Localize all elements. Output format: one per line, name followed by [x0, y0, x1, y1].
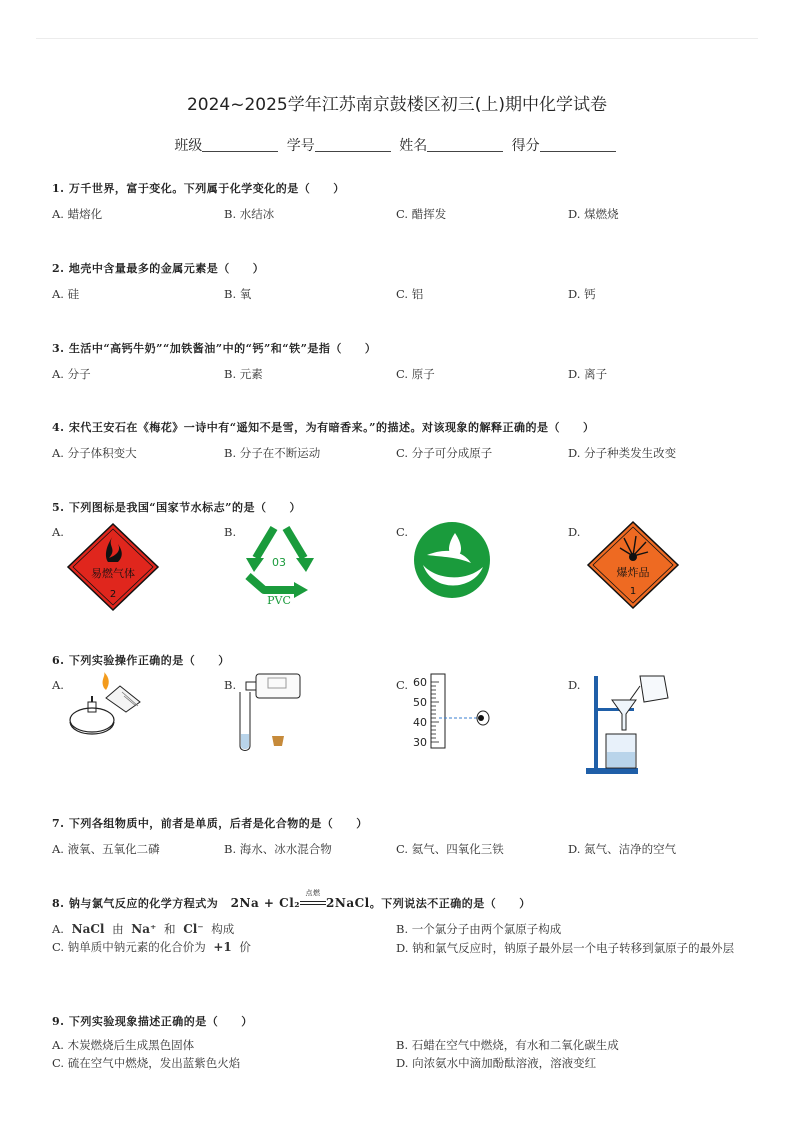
q8-option-d[interactable]: D. 钠和氯气反应时，钠原子最外层一个电子转移到氯原子的最外层	[396, 941, 735, 955]
q6-option-a[interactable]: A.	[52, 678, 64, 692]
q2-option-a[interactable]: A. 硅	[52, 287, 80, 301]
stand-rod	[594, 676, 598, 768]
flame-icon	[103, 672, 109, 690]
recycle-arrowhead-2	[296, 558, 314, 572]
q8-a-word1: 由	[112, 922, 124, 936]
lamp-neck	[88, 702, 96, 712]
class-blank[interactable]	[202, 137, 278, 152]
q1-option-a[interactable]: A. 蜡熔化	[52, 207, 103, 221]
cylinder-ticks	[431, 682, 439, 742]
q5-option-a[interactable]: A.	[52, 525, 64, 539]
number-label: 学号	[286, 138, 315, 154]
pouring-beaker	[640, 676, 668, 702]
class-label: 班级	[174, 138, 203, 154]
q9-option-d[interactable]: D. 向浓氨水中滴加酚酞溶液，溶液变红	[396, 1056, 597, 1070]
q9-option-b[interactable]: B. 石蜡在空气中燃烧，有水和二氧化碳生成	[396, 1038, 619, 1052]
q8-stem-part2: 。下列说法不正确的是（ ）	[369, 897, 531, 910]
recycle-arrow-right	[286, 528, 304, 558]
name-blank[interactable]	[427, 137, 503, 152]
bottle-mouth	[246, 682, 256, 690]
cylinder-tick-30: 30	[413, 736, 427, 749]
q8-equation-right: 2NaCl	[326, 896, 370, 910]
filtration-setup-figure[interactable]	[582, 672, 678, 776]
recycling-pvc-sign[interactable]	[234, 518, 324, 606]
q8-equation-left: 2Na + Cl₂	[230, 896, 301, 910]
question-6-stem: 6. 下列实验操作正确的是（ ）	[52, 654, 230, 667]
funnel	[612, 700, 636, 730]
bottle-stopper	[272, 736, 284, 746]
q4-option-c[interactable]: C. 分子可分成原子	[396, 446, 493, 460]
q7-option-b[interactable]: B. 海水、冰水混合物	[224, 842, 332, 856]
q6-option-d[interactable]: D.	[568, 678, 581, 692]
q1-option-d[interactable]: D. 煤燃烧	[568, 207, 619, 221]
score-label: 得分	[511, 138, 540, 154]
question-1-stem: 1. 万千世界，富于变化。下列属于化学变化的是（ ）	[52, 182, 345, 195]
recycle-arrowhead-1	[246, 558, 264, 572]
q3-option-c[interactable]: C. 原子	[396, 367, 435, 381]
second-lamp-tilted	[106, 686, 140, 712]
q8-c-valence: +1	[213, 940, 232, 954]
recycle-arrow-left	[256, 528, 274, 558]
q5-option-c[interactable]: C.	[396, 525, 409, 539]
top-divider	[36, 38, 758, 39]
q8-equation-arrow	[300, 889, 326, 905]
q3-option-d[interactable]: D. 离子	[568, 367, 608, 381]
q5-option-d[interactable]: D.	[568, 525, 581, 539]
name-label: 姓名	[399, 138, 428, 154]
explosive-label: 爆炸品	[616, 566, 650, 579]
q8-a-cl-ion: Cl⁻	[183, 922, 204, 936]
number-blank[interactable]	[315, 137, 391, 152]
q8-c-unit: 价	[239, 940, 251, 954]
q9-option-a[interactable]: A. 木炭燃烧后生成黑色固体	[52, 1038, 195, 1052]
q7-option-a[interactable]: A. 液氧、五氧化二磷	[52, 842, 160, 856]
recycle-code: 03	[272, 556, 286, 569]
q5-option-b[interactable]: B.	[224, 525, 237, 539]
q9-option-c[interactable]: C. 硫在空气中燃烧，发出蓝紫色火焰	[52, 1056, 241, 1070]
question-3-stem: 3. 生活中“高钙牛奶”“加铁酱油”中的“钙”和“铁”是指（ ）	[52, 342, 377, 355]
cylinder-tick-60: 60	[413, 676, 427, 689]
recycle-pvc-text: PVC	[267, 594, 291, 606]
eye-pupil	[478, 715, 484, 721]
score-blank[interactable]	[540, 137, 616, 152]
q6-option-c[interactable]: C.	[396, 678, 409, 692]
q2-option-c[interactable]: C. 铝	[396, 287, 424, 301]
q3-option-b[interactable]: B. 元素	[224, 367, 263, 381]
stand-base	[586, 768, 638, 774]
q4-option-a[interactable]: A. 分子体积变大	[52, 446, 137, 460]
cylinder-tick-50: 50	[413, 696, 427, 709]
question-9-stem: 9. 下列实验现象描述正确的是（ ）	[52, 1015, 253, 1028]
q8-a-na-ion: Na⁺	[131, 922, 157, 936]
flammable-gas-sign[interactable]	[66, 522, 160, 612]
question-5-stem: 5. 下列图标是我国“国家节水标志”的是（ ）	[52, 501, 301, 514]
q2-option-d[interactable]: D. 钙	[568, 287, 596, 301]
q8-equation-condition: 点燃	[305, 889, 321, 897]
question-8-stem	[52, 889, 531, 911]
q8-option-a[interactable]	[52, 921, 234, 937]
water-logo-circle	[414, 522, 490, 598]
student-info-line	[0, 135, 794, 155]
q2-option-b[interactable]: B. 氧	[224, 287, 252, 301]
water-saving-logo[interactable]	[413, 521, 491, 599]
equals-sign	[300, 901, 326, 905]
glass-rod	[630, 686, 640, 700]
q8-a-word2: 和	[164, 922, 176, 936]
page-title: 2024~2025学年江苏南京鼓楼区初三(上)期中化学试卷	[186, 95, 608, 115]
question-2-stem: 2. 地壳中含量最多的金属元素是（ ）	[52, 262, 265, 275]
q8-a-word3: 构成	[211, 922, 235, 936]
question-4-stem: 4. 宋代王安石在《梅花》一诗中有“遥知不是雪，为有暗香来。”的描述。对该现象的解释正确的是（ ）	[52, 421, 595, 434]
q4-option-b[interactable]: B. 分子在不断运动	[224, 446, 321, 460]
recycle-arrowhead-3	[294, 582, 308, 598]
recycle-arrow-bottom	[248, 576, 296, 590]
q7-option-c[interactable]: C. 氦气、四氧化三铁	[396, 842, 504, 856]
q6-option-b[interactable]: B.	[224, 678, 237, 692]
q8-option-b[interactable]: B. 一个氯分子由两个氯原子构成	[396, 922, 562, 936]
beaker-liquid	[607, 752, 635, 767]
q1-option-c[interactable]: C. 醋挥发	[396, 207, 447, 221]
explosive-sign[interactable]	[586, 520, 680, 610]
q3-option-a[interactable]: A. 分子	[52, 367, 91, 381]
flammable-label: 易燃气体	[91, 567, 135, 580]
question-7-stem: 7. 下列各组物质中，前者是单质，后者是化合物的是（ ）	[52, 817, 368, 830]
q8-option-c[interactable]	[52, 939, 251, 955]
q1-option-b[interactable]: B. 水结冰	[224, 207, 275, 221]
q4-option-d[interactable]: D. 分子种类发生改变	[568, 446, 677, 460]
cylinder-reading-figure[interactable]	[411, 672, 503, 752]
pouring-liquid-figure[interactable]	[236, 672, 306, 752]
q8-a-nacl: NaCl	[71, 922, 105, 936]
cylinder-tick-40: 40	[413, 716, 427, 729]
tube-liquid	[241, 734, 249, 749]
q8-stem-part1: 8. 钠与氯气反应的化学方程式为	[52, 897, 219, 910]
explosive-class-number: 1	[629, 586, 637, 597]
q8-a-letter: A.	[52, 922, 64, 936]
alcohol-lamp-figure[interactable]	[66, 672, 152, 744]
graduated-cylinder	[431, 674, 445, 748]
q7-option-d[interactable]: D. 氮气、洁净的空气	[568, 842, 677, 856]
explosion-core	[629, 553, 637, 561]
flammable-class-number: 2	[109, 589, 117, 600]
q8-c-text: C. 钠单质中钠元素的化合价为	[52, 940, 206, 954]
